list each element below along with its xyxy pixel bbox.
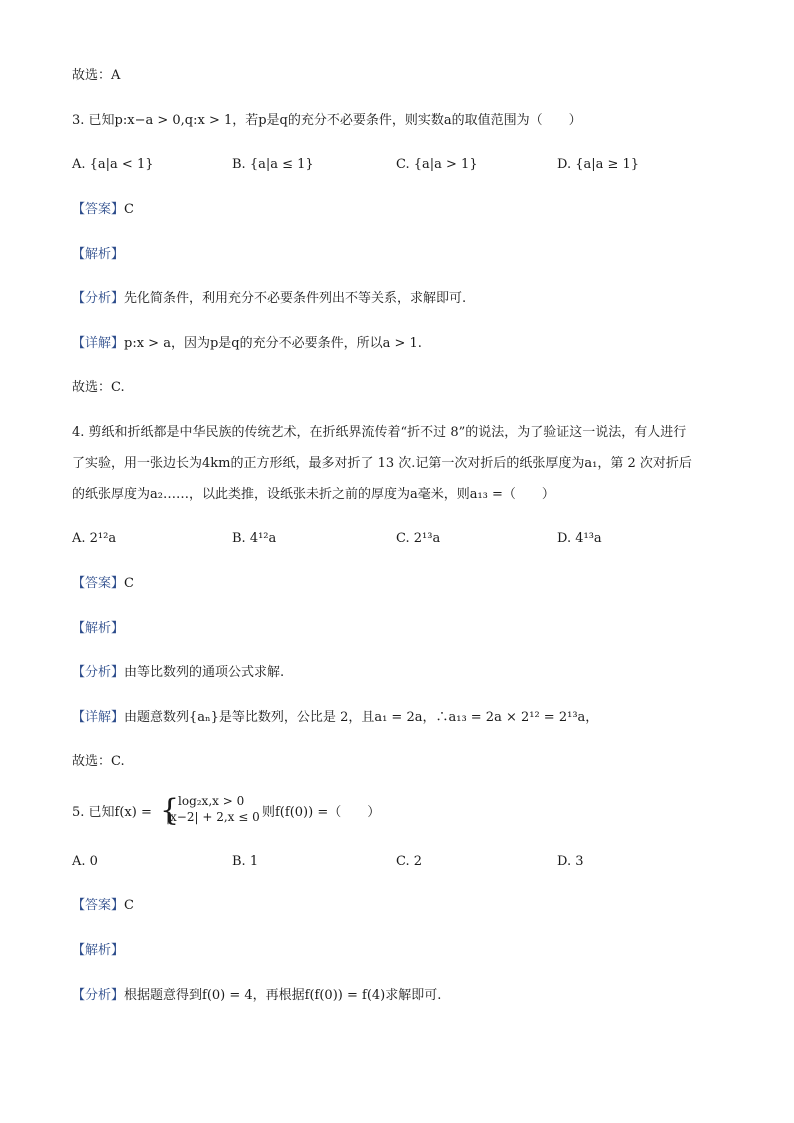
- q3-guxuan: 故选：C.: [72, 380, 125, 395]
- q3-option-b: B. {a|a ≤ 1}: [232, 157, 314, 172]
- q3-jiexi-tag: 【解析】: [72, 247, 125, 262]
- q4-option-a: A. 2¹²a: [72, 531, 117, 546]
- fenxi-tag: 【分析】: [72, 988, 125, 1003]
- q5-option-c: C. 2: [396, 854, 423, 869]
- xiangjie-tag: 【详解】: [72, 710, 125, 725]
- q3-option-a: A. {a|a < 1}: [72, 157, 154, 172]
- q5-fenxi: [72, 986, 441, 1006]
- q5-stem-prefix: 5. 已知f(x) =: [72, 805, 152, 820]
- prev-answer-choice: 故选：A: [72, 68, 121, 83]
- q4-answer: [72, 574, 134, 594]
- q4-fenxi: [72, 663, 284, 683]
- q4-stem-line2: 了实验，用一张边长为4km的正方形纸，最多对折了 13 次.记第一次对折后的纸张厚度为a₁，第 2 次对折后: [72, 456, 692, 471]
- xiangjie-text: p:x > a，因为p是q的充分不必要条件，所以a > 1.: [124, 336, 422, 351]
- xiangjie-text: 由题意数列{aₙ}是等比数列，公比是 2，且a₁ = 2a，∴a₁₃ = 2a × 2¹² = 2¹³a，: [124, 710, 599, 725]
- answer-value: C: [124, 898, 134, 913]
- q5-option-a: A. 0: [72, 854, 98, 869]
- fenxi-tag: 【分析】: [72, 665, 125, 680]
- answer-value: C: [124, 202, 134, 217]
- answer-tag: 【答案】: [72, 576, 125, 591]
- q5-case-2: |x−2| + 2,x ≤ 0: [166, 810, 260, 824]
- q4-option-c: C. 2¹³a: [396, 531, 441, 546]
- q5-option-d: D. 3: [557, 854, 584, 869]
- q4-option-b: B. 4¹²a: [232, 531, 277, 546]
- answer-tag: 【答案】: [72, 202, 125, 217]
- q5-answer: [72, 896, 134, 916]
- answer-value: C: [124, 576, 134, 591]
- q5-case-1: log₂x,x > 0: [178, 794, 245, 808]
- q3-stem: 3. 已知p:x−a > 0,q:x > 1，若p是q的充分不必要条件，则实数a的取值范围为（ ）: [72, 113, 582, 128]
- q4-guxuan: 故选：C.: [72, 754, 125, 769]
- q3-xiangjie: [72, 334, 422, 354]
- q3-option-c: C. {a|a > 1}: [396, 157, 478, 172]
- q4-xiangjie: [72, 708, 598, 728]
- fenxi-tag: 【分析】: [72, 291, 125, 306]
- q4-stem-line3: 的纸张厚度为a₂……，以此类推，设纸张未折之前的厚度为a毫米，则a₁₃ =（ ）: [72, 487, 555, 502]
- q5-jiexi-tag: 【解析】: [72, 943, 125, 958]
- answer-tag: 【答案】: [72, 898, 125, 913]
- q4-jiexi-tag: 【解析】: [72, 621, 125, 636]
- q5-stem-suffix: 则f(f(0)) =（ ）: [262, 805, 381, 820]
- q3-answer: [72, 200, 134, 220]
- q4-option-d: D. 4¹³a: [557, 531, 602, 546]
- q5-option-b: B. 1: [232, 854, 259, 869]
- q4-stem-line1: 4. 剪纸和折纸都是中华民族的传统艺术，在折纸界流传着“折不过 8”的说法，为了验证这一说法，有人进行: [72, 425, 687, 440]
- xiangjie-tag: 【详解】: [72, 336, 125, 351]
- q5-piecewise-brace: {: [160, 793, 180, 828]
- fenxi-text: 由等比数列的通项公式求解.: [124, 665, 285, 680]
- q3-fenxi: [72, 289, 466, 309]
- fenxi-text: 先化简条件，利用充分不必要条件列出不等关系，求解即可.: [124, 291, 467, 306]
- q3-option-d: D. {a|a ≥ 1}: [557, 157, 640, 172]
- fenxi-text: 根据题意得到f(0) = 4，再根据f(f(0)) = f(4)求解即可.: [124, 988, 442, 1003]
